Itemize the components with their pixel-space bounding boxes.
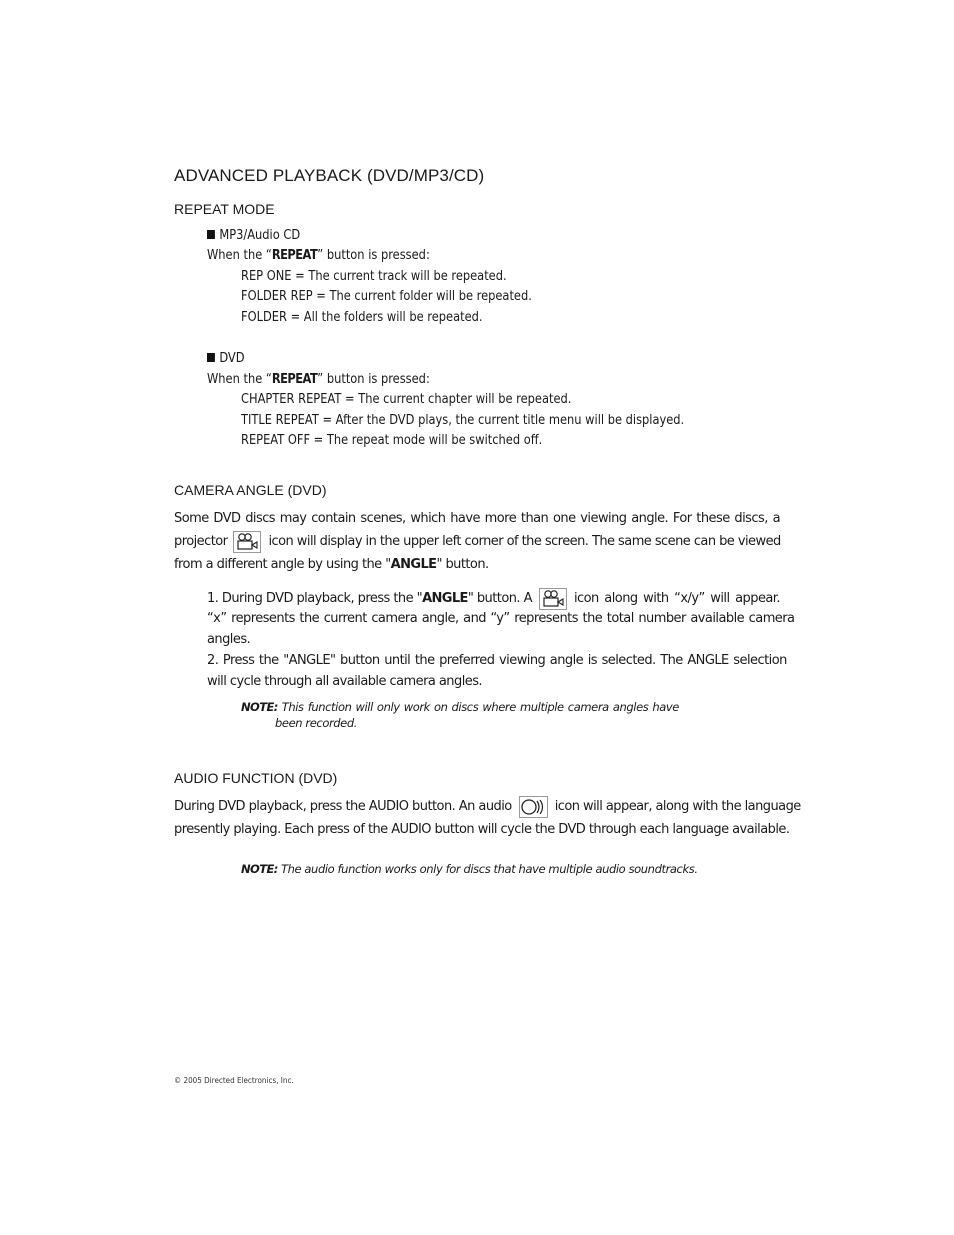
copyright-footer: © 2005 Directed Electronics, Inc. [174, 1076, 294, 1085]
mp3-bullet-item [207, 225, 300, 246]
camera-step-1-line-1 [207, 587, 780, 610]
dvd-repeat-option: CHAPTER REPEAT = The current chapter will be repeated. [241, 392, 572, 407]
audio-para-text: icon will appear, along with the language [554, 799, 801, 814]
note-text: This function will only work on discs where multiple camera angles have [281, 700, 679, 714]
audio-para-text: During DVD playback, press the AUDIO button. An audio [174, 799, 512, 814]
note-text: The audio function works only for discs that have multiple audio soundtracks. [280, 862, 698, 876]
angle-keyword: ANGLE [422, 591, 468, 606]
camera-step-2-line-1: 2. Press the "ANGLE" button until the preferred viewing angle is selected. The ANGLE selection [207, 653, 787, 668]
note-label: NOTE: [241, 700, 278, 714]
audio-function-heading: AUDIO FUNCTION (DVD) [174, 770, 338, 786]
camera-note-line-1 [241, 699, 679, 715]
intro-text: ” button is pressed: [317, 372, 430, 387]
mp3-bullet-label: MP3/Audio CD [219, 228, 301, 243]
camera-step-1-line-2: “x” represents the current camera angle, and “y” represents the total number available camera [207, 611, 795, 626]
dvd-intro [207, 369, 430, 390]
mp3-intro [207, 245, 430, 266]
camera-para-text: from a different angle by using the " [174, 557, 391, 572]
step-text: " button. A [467, 591, 532, 606]
camera-para-line-2 [174, 530, 780, 553]
camera-para-line-3 [174, 553, 489, 576]
camera-para-text: icon will display in the upper left corner of the screen. The same scene can be viewed [268, 534, 781, 549]
camera-angle-heading: CAMERA ANGLE (DVD) [174, 482, 327, 498]
camera-step-2-line-2: will cycle through all available camera angles. [207, 674, 483, 689]
dvd-bullet-item [207, 348, 245, 369]
audio-waves-icon [519, 796, 548, 818]
camera-step-1-line-3: angles. [207, 632, 251, 647]
note-label: NOTE: [241, 862, 278, 876]
camera-para-text: " button. [436, 557, 489, 572]
step-text: icon along with “x/y” will appear. [573, 591, 780, 606]
video-camera-icon [233, 531, 261, 553]
intro-text: When the “ [207, 248, 272, 263]
audio-note [241, 861, 698, 877]
mp3-repeat-option: REP ONE = The current track will be repeated. [241, 269, 507, 284]
repeat-keyword: REPEAT [271, 372, 318, 387]
intro-text: When the “ [207, 372, 272, 387]
angle-keyword: ANGLE [390, 557, 437, 572]
mp3-repeat-option: FOLDER REP = The current folder will be repeated. [241, 289, 532, 304]
repeat-mode-heading: REPEAT MODE [174, 201, 275, 217]
video-camera-icon [539, 588, 567, 610]
audio-para-line-2: presently playing. Each press of the AUDIO button will cycle the DVD through each language available. [174, 822, 790, 837]
square-bullet-icon [207, 230, 215, 239]
dvd-repeat-option: TITLE REPEAT = After the DVD plays, the current title menu will be displayed. [241, 413, 685, 428]
mp3-repeat-option: FOLDER = All the folders will be repeated. [241, 310, 483, 325]
dvd-bullet-label: DVD [219, 351, 245, 366]
repeat-keyword: REPEAT [271, 248, 318, 263]
intro-text: ” button is pressed: [317, 248, 430, 263]
square-bullet-icon [207, 353, 215, 362]
dvd-repeat-option: REPEAT OFF = The repeat mode will be switched off. [241, 433, 543, 448]
camera-para-text: projector [174, 534, 228, 549]
audio-para-line-1 [174, 795, 801, 818]
page-title: ADVANCED PLAYBACK (DVD/MP3/CD) [174, 166, 485, 185]
camera-note-line-2: been recorded. [275, 716, 358, 730]
step-text: 1. During DVD playback, press the " [207, 591, 423, 606]
camera-para-line-1: Some DVD discs may contain scenes, which have more than one viewing angle. For these discs, a [174, 511, 780, 526]
